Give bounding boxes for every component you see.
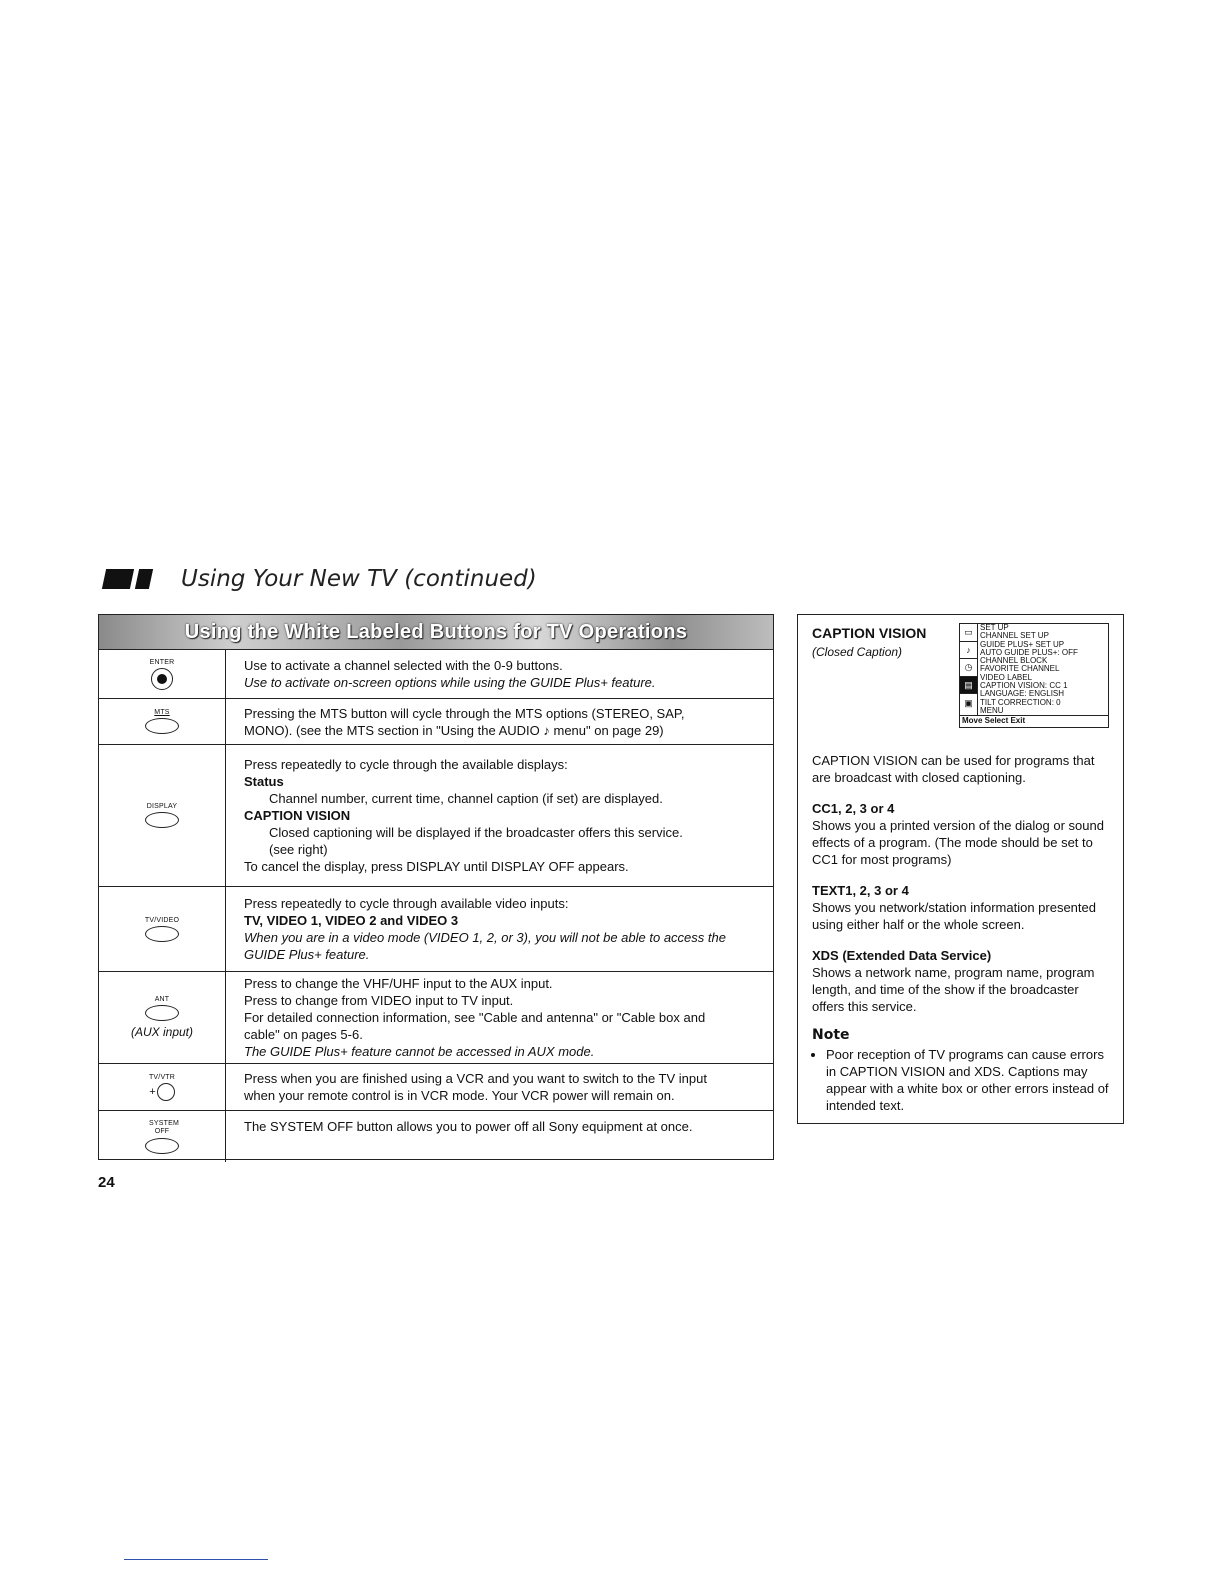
row-description [226,745,773,886]
buttons-table [98,614,774,1160]
header-block-icon [102,569,134,589]
button-label: TV/VTR [148,1073,176,1081]
table-row [99,972,773,1064]
desc-line: Press repeatedly to cycle through the available displays: [244,757,568,772]
desc-line: The SYSTEM OFF button allows you to power off all Sony equipment at once. [244,1119,693,1134]
menu-item: VIDEO LABEL [980,672,1033,682]
note-heading: Note [812,1026,850,1043]
table-row [99,1064,773,1111]
desc-line: When you are in a video mode (VIDEO 1, 2, or 3), you will not be able to access the [244,930,726,945]
screen-icon: ▣ [964,697,973,708]
desc-line: GUIDE Plus+ feature. [244,947,370,962]
footer-rule [124,1559,268,1560]
desc-line: Press to change the VHF/UHF input to the AUX input. [244,976,553,991]
desc-line: Press when you are finished using a VCR and you want to switch to the TV input [244,1071,707,1086]
desc-line: cable" on pages 5-6. [244,1027,363,1042]
button-label: MTS [154,709,170,716]
desc-line: Press repeatedly to cycle through available video inputs: [244,896,569,911]
desc-line: (see right) [269,842,328,857]
note-item: • Poor reception of TV programs can cause errors in CAPTION VISION and XDS. Captions may appear with a white box or other errors instead of intended text. [826,1046,1109,1114]
page-number: 24 [98,1174,115,1191]
menu-item: CHANNEL SET UP [980,631,1049,641]
caption-vision-panel [797,614,1124,1124]
row-description [226,650,773,698]
table-row [99,745,773,887]
menu-footer: Move Select Exit [960,715,1108,726]
system-off-button-icon [145,1138,179,1154]
desc-line: TV, VIDEO 1, VIDEO 2 and VIDEO 3 [244,913,459,928]
desc-line: Use to activate on-screen options while using the GUIDE Plus+ feature. [244,675,656,690]
caption-intro: CAPTION VISION can be used for programs that are broadcast with closed captioning. [812,752,1095,785]
menu-item: LANGUAGE: ENGLISH [980,689,1065,699]
button-label: ANT [154,996,170,1003]
section-body: Shows a network name, program name, program length, and time of the show if the broadcaster offers this service. [812,964,1095,1014]
section-heading: TEXT1, 2, 3 or 4 [812,882,909,898]
header-block-icon [135,569,153,589]
mts-button-icon [145,718,179,734]
row-description [226,1111,773,1162]
row-description [226,699,773,744]
row-description [226,1064,773,1110]
desc-line: when your remote control is in VCR mode. Your VCR power will remain on. [244,1088,675,1103]
desc-line: Use to activate a channel selected with the 0-9 buttons. [244,658,563,673]
desc-line: The GUIDE Plus+ feature cannot be accessed in AUX mode. [244,1044,595,1059]
menu-item: MENU [980,705,1004,715]
note-list [812,1046,1109,1114]
menu-item: AUTO GUIDE PLUS+: OFF [980,647,1078,657]
section-heading: XDS (Extended Data Service) [812,947,992,963]
display-button-icon [145,812,179,828]
tv-icon: ▭ [960,624,977,642]
tv-vtr-button-icon [157,1083,175,1101]
button-label: SYSTEM OFF [149,1119,179,1135]
table-row [99,1111,773,1162]
desc-line: MONO). (see the MTS section in "Using the AUDIO ♪ menu" on page 29) [244,722,664,738]
table-row [99,650,773,699]
desc-line: To cancel the display, press DISPLAY until DISPLAY OFF appears. [244,859,629,874]
button-cell: TV/VTR + [99,1064,226,1110]
desc-line: CAPTION VISION [244,808,351,823]
table-row [99,699,773,745]
button-label: ENTER [149,658,175,666]
desc-line: Pressing the MTS button will cycle through the MTS options (STEREO, SAP, [244,705,685,721]
section-body: Shows you a printed version of the dialog or sound effects of a program. (The mode should be set to CC1 for most programs) [812,817,1104,867]
button-cell [99,650,226,698]
ant-button-icon [145,1005,179,1021]
row-description [226,887,773,971]
setup-menu-screen [959,623,1109,728]
caption-title: CAPTION VISION [812,625,927,641]
desc-line: Channel number, current time, channel caption (if set) are displayed. [269,791,663,806]
menu-item: TILT CORRECTION: 0 [980,697,1061,707]
section-header [104,566,537,592]
button-sublabel: (AUX input) [130,1025,194,1039]
desc-line: For detailed connection information, see "Cable and antenna" or "Cable box and [244,1010,706,1025]
section-body: Shows you network/station information presented using either half or the whole screen. [812,899,1096,932]
button-cell [99,1111,226,1162]
desc-line: Status [244,774,284,789]
music-note-icon: ♪ [960,642,977,660]
table-row [99,887,773,972]
menu-item: CHANNEL BLOCK [980,656,1048,666]
button-cell [99,972,226,1063]
button-cell [99,745,226,886]
desc-line: Closed captioning will be displayed if the broadcaster offers this service. [269,825,683,840]
button-label: DISPLAY [146,803,178,810]
tv-video-button-icon [145,926,179,942]
menu-item: CAPTION VISION: CC 1 [980,681,1068,691]
enter-button-icon [151,668,173,690]
desc-line: Press to change from VIDEO input to TV input. [244,993,514,1008]
toolbox-icon: ▤ [960,677,977,695]
clock-icon: ◷ [960,659,977,677]
menu-item: GUIDE PLUS+ SET UP [980,639,1065,649]
row-description [226,972,773,1063]
menu-item: FAVORITE CHANNEL [980,664,1060,674]
button-cell [99,887,226,971]
button-label: TV/VIDEO [144,916,180,924]
section-heading: CC1, 2, 3 or 4 [812,800,895,816]
page-title: Using Your New TV (continued) [181,566,537,592]
banner-title: Using the White Labeled Buttons for TV Operations [184,620,688,643]
caption-subtitle: (Closed Caption) [812,645,903,659]
menu-item: SET UP [980,623,1009,632]
button-cell [99,699,226,744]
table-banner [99,615,773,650]
